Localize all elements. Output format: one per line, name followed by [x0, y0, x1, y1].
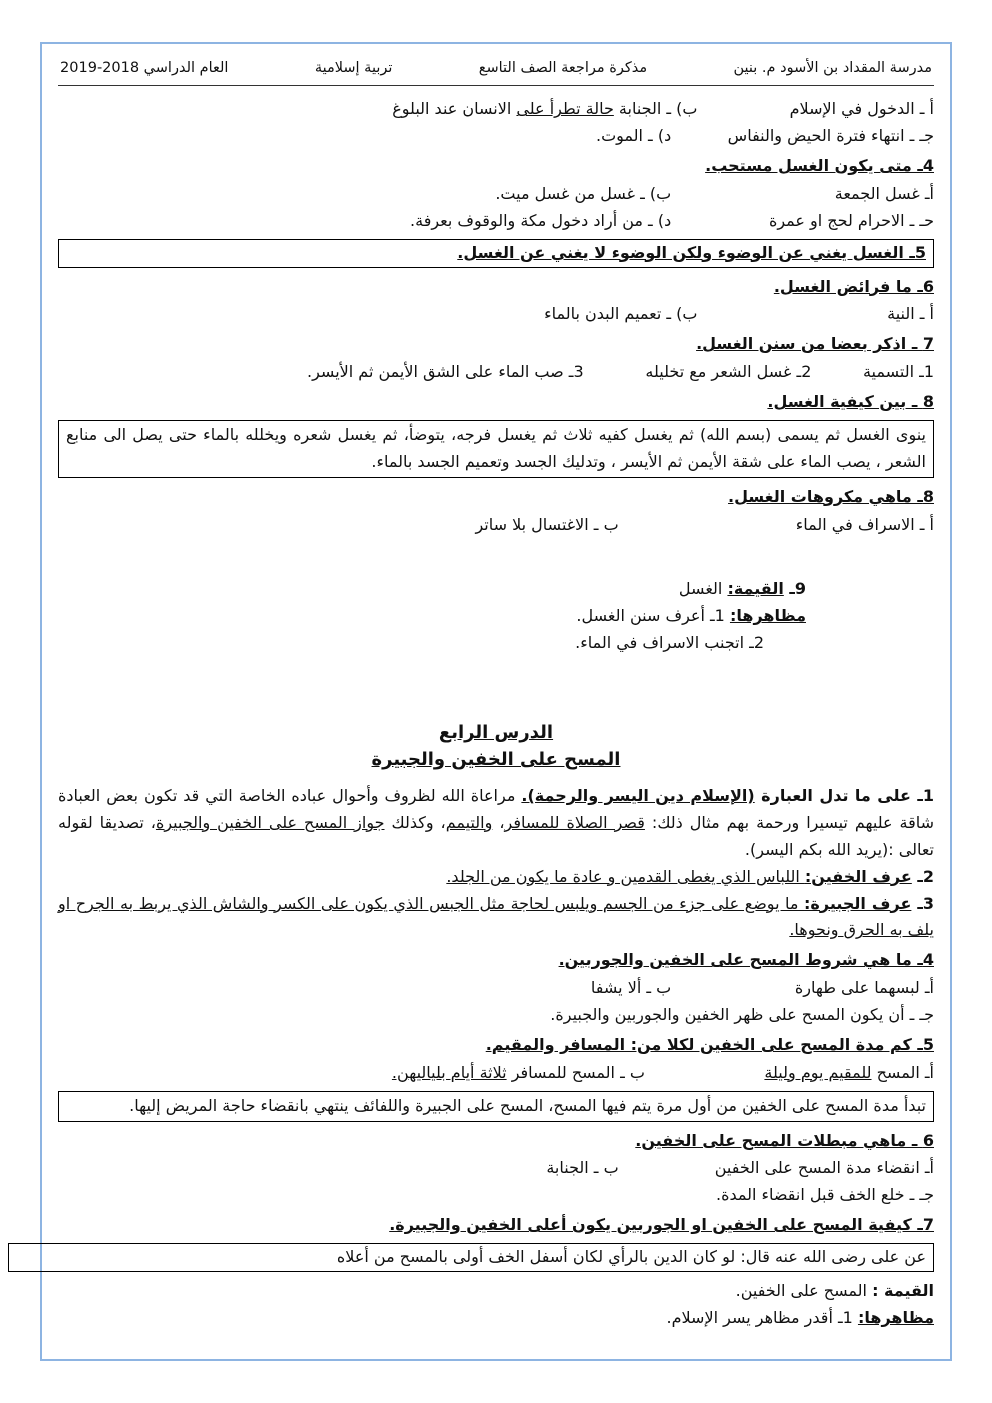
- q4-options-row-1: [58, 181, 934, 208]
- q3-options-row-2: [58, 123, 934, 150]
- ghusl-manifest-2: 2ـ اتجنب الاسراف في الماء.: [575, 633, 764, 653]
- ghusl-value-number: 9ـ: [783, 579, 806, 599]
- l4-q6-heading: 6 ـ ماهي مبطلات المسح على الخفين.: [635, 1130, 934, 1150]
- l4-q7-heading: 7ـ كيفية المسح على الخفين او الجوربين يكون أعلى الخفين والجبيرة.: [389, 1215, 934, 1235]
- header-memo-title: مذكرة مراجعة الصف التاسع: [478, 60, 648, 76]
- l4-q6-options-row: [58, 1155, 934, 1182]
- l4-q1-sep-1: ،: [492, 812, 505, 832]
- q3-option-a: أ ـ الدخول في الإسلام: [789, 99, 934, 119]
- l4-q5-options-row: [58, 1060, 934, 1087]
- l4-q1-phrase: (الإسلام دين اليسر والرحمة).: [521, 786, 755, 806]
- q7-answer-1: 1ـ التسمية: [862, 362, 934, 382]
- q4-heading: 4ـ متى يكون الغسل مستحب.: [705, 156, 934, 176]
- q8-makruh-option-a: أ ـ الاسراف في الماء: [795, 514, 934, 534]
- l4-q1-example-3: جواز المسح على الخفين والجبيرة: [155, 812, 385, 832]
- ghusl-value-label: القيمة:: [727, 579, 784, 599]
- l4-q2-definition: [58, 864, 934, 891]
- q8-how-box: [58, 420, 934, 478]
- l4-q5-option-a-underlined: للمقيم يوم وليلة: [764, 1062, 872, 1082]
- header-subject: تربية إسلامية: [314, 60, 393, 76]
- l4-q3-number: 3ـ: [911, 893, 935, 913]
- q8-how-text: ينوى الغسل ثم يسمى (بسم الله) ثم يغسل كفيه ثلاث ثم يغسل فرجه، يتوضأ، ثم يغسل شعره ويخلله بالماء حتى يصل الى منابع الشعر ، يصب الماء على شقة الأيمن ثم الأيسر ، وتدليك الجسد وتعميم الجسد بالماء.: [66, 424, 926, 471]
- q3-option-c: جـ ـ انتهاء فترة الحيض والنفاس: [727, 126, 934, 146]
- masah-value-text: المسح على الخفين.: [735, 1280, 873, 1300]
- lesson4-title: الدرس الرابع: [438, 722, 554, 744]
- q6-option-a: أ ـ النية: [887, 304, 934, 324]
- l4-q5-note-text: تبدأ مدة المسح على الخفين من أول مرة يتم فيها المسح، المسح على الجبيرة واللفائف ينتهي بانقضاء حاجة المريض إليها.: [129, 1095, 926, 1115]
- q3-option-b-prefix: ب) ـ الجنابة: [613, 99, 698, 119]
- q8-makruh-option-b: ب ـ الاغتسال بلا ساتر: [475, 514, 619, 534]
- l4-q5-heading: 5ـ كم مدة المسح على الخفين لكلا من: المسافر والمقيم.: [485, 1034, 934, 1054]
- l4-q1-example-2: والتيمم: [445, 812, 493, 832]
- hadith-box: [8, 1243, 934, 1272]
- l4-q2-text: اللباس الذي يغطى القدمين و عادة ما يكون من الجلد.: [446, 866, 805, 886]
- ghusl-manifest-label: مظاهرها:: [729, 606, 806, 626]
- l4-q1-sep-2: ، وكذلك: [384, 812, 446, 832]
- q5-statement-box: [58, 239, 934, 268]
- q8-makruh-heading: 8ـ ماهي مكروهات الغسل.: [728, 486, 934, 506]
- l4-q6-option-c: جـ ـ خلع الخف قبل انقضاء المدة.: [716, 1185, 934, 1205]
- ghusl-manifest-1: 1ـ أعرف سنن الغسل.: [576, 606, 730, 626]
- q5-statement: 5ـ الغسل يغني عن الوضوء ولكن الوضوء لا يغني عن الغسل.: [457, 242, 926, 262]
- ghusl-value-section: [58, 576, 934, 657]
- l4-q5-option-a-prefix: أـ المسح: [871, 1062, 934, 1082]
- l4-q4-option-a: أـ لبسهما على طهارة: [794, 978, 934, 998]
- l4-q4-heading: 4ـ ما هي شروط المسح على الخفين والجوربين.: [558, 950, 934, 970]
- q6-option-b: ب) ـ تعميم البدن بالماء: [544, 304, 698, 324]
- q3-options-row-1: [58, 96, 934, 123]
- q4-option-d: د) ـ من أراد دخول مكة والوقوف بعرفة.: [410, 210, 672, 230]
- q7-answers-row: [58, 359, 934, 386]
- lesson4-title-block: [58, 719, 934, 773]
- l4-q5-option-a: [645, 1060, 934, 1087]
- q7-heading: 7 ـ اذكر بعضا من سنن الغسل.: [696, 334, 934, 354]
- l4-q3-term: عرف الجبيرة:: [804, 893, 912, 913]
- q7-answer-3: 3ـ صب الماء على الشق الأيمن ثم الأيسر.: [307, 362, 584, 382]
- l4-q1-body: مراعاة الله لظروف وأحوال عباده الخاصة التي قد تكون بعض العبادة شاقة عليهم تيسيرا ورحمة بهم مثال ذلك:: [58, 786, 935, 832]
- q8-how-heading: 8 ـ بين كيفية الغسل.: [767, 392, 934, 412]
- hadith-text: عن على رضى الله عنه قال: لو كان الدين بالرأي لكان أسفل الخف أولى بالمسح من أعلاه: [336, 1247, 926, 1267]
- document-content: [58, 56, 934, 1332]
- l4-q5-option-b-prefix: ب ـ المسح للمسافر: [506, 1062, 645, 1082]
- masah-manifest-1: 1ـ أقدر مظاهر يسر الإسلام.: [666, 1307, 858, 1327]
- l4-q4-options-row: [58, 975, 934, 1002]
- lesson4-subtitle: المسح على الخفين والجبيرة: [371, 749, 621, 771]
- q3-option-b-rest: الانسان عند البلوغ: [392, 99, 517, 119]
- ghusl-value-text: الغسل: [678, 579, 728, 599]
- l4-q1-tail: ، تصديقا لقوله تعالى :(يريد الله بكم اليسر).: [58, 812, 934, 859]
- q3-option-b: [58, 96, 697, 123]
- q8-makruh-options-row: [58, 512, 934, 539]
- q7-answer-2: 2ـ غسل الشعر مع تخليله: [645, 362, 812, 382]
- q6-options-row: [58, 301, 934, 328]
- q4-option-b: ب) ـ غسل من غسل ميت.: [495, 183, 672, 203]
- q3-option-d: د) ـ الموت.: [595, 126, 672, 146]
- l4-q6-option-a: أـ انقضاء مدة المسح على الخفين: [714, 1158, 934, 1178]
- header-academic-year: العام الدراسي 2018-2019: [60, 60, 229, 76]
- q6-heading: 6ـ ما فرائض الغسل.: [773, 276, 934, 296]
- q4-options-row-2: [58, 208, 934, 235]
- q4-option-c: حـ ـ الاحرام لحج او عمرة: [768, 210, 934, 230]
- l4-q4-option-b: ب ـ ألا يشفا: [590, 978, 672, 998]
- l4-q5-note-box: [58, 1091, 934, 1122]
- masah-manifest-label: مظاهرها:: [857, 1307, 934, 1327]
- l4-q2-number: 2ـ: [911, 866, 934, 886]
- masah-value-line: [58, 1278, 934, 1305]
- l4-q5-option-b-underlined: ثلاثة أيام بلياليهن.: [391, 1062, 507, 1082]
- l4-q2-term: عرف الخفين:: [804, 866, 912, 886]
- l4-q5-option-b: [58, 1060, 645, 1087]
- l4-q1-example-1: قصر الصلاة للمسافر: [504, 812, 645, 832]
- l4-q4-option-c: جـ ـ أن يكون المسح على ظهر الخفين والجوربين والجبيرة.: [550, 1005, 934, 1025]
- l4-q1-paragraph: [58, 783, 934, 864]
- q3-option-b-underlined: حالة تطرأ على: [516, 99, 614, 119]
- l4-q3-definition: [58, 891, 934, 945]
- ghusl-manifest-line-1: [58, 603, 806, 630]
- q4-option-a: أـ غسل الجمعة: [834, 183, 934, 203]
- ghusl-manifest-line-2: [58, 630, 806, 657]
- masah-value-section: [58, 1278, 934, 1332]
- header-school-name: مدرسة المقداد بن الأسود م. بنين: [733, 60, 932, 76]
- document-header: [58, 56, 934, 86]
- masah-value-label: القيمة :: [872, 1280, 934, 1300]
- l4-q6-option-b: ب ـ الجنابة: [546, 1158, 619, 1178]
- l4-q3-text: ما يوضع على جزء من الجسم ويلبس لحاجة مثل الجبس الذي يكون على الكسر والشاش الذي يربط به الجرح او يلف به الحرق ونحوها.: [58, 893, 934, 940]
- masah-manifest-line: [58, 1305, 934, 1332]
- l4-q1-lead: 1ـ على ما تدل العبارة: [754, 786, 935, 806]
- ghusl-value-line: [58, 576, 806, 603]
